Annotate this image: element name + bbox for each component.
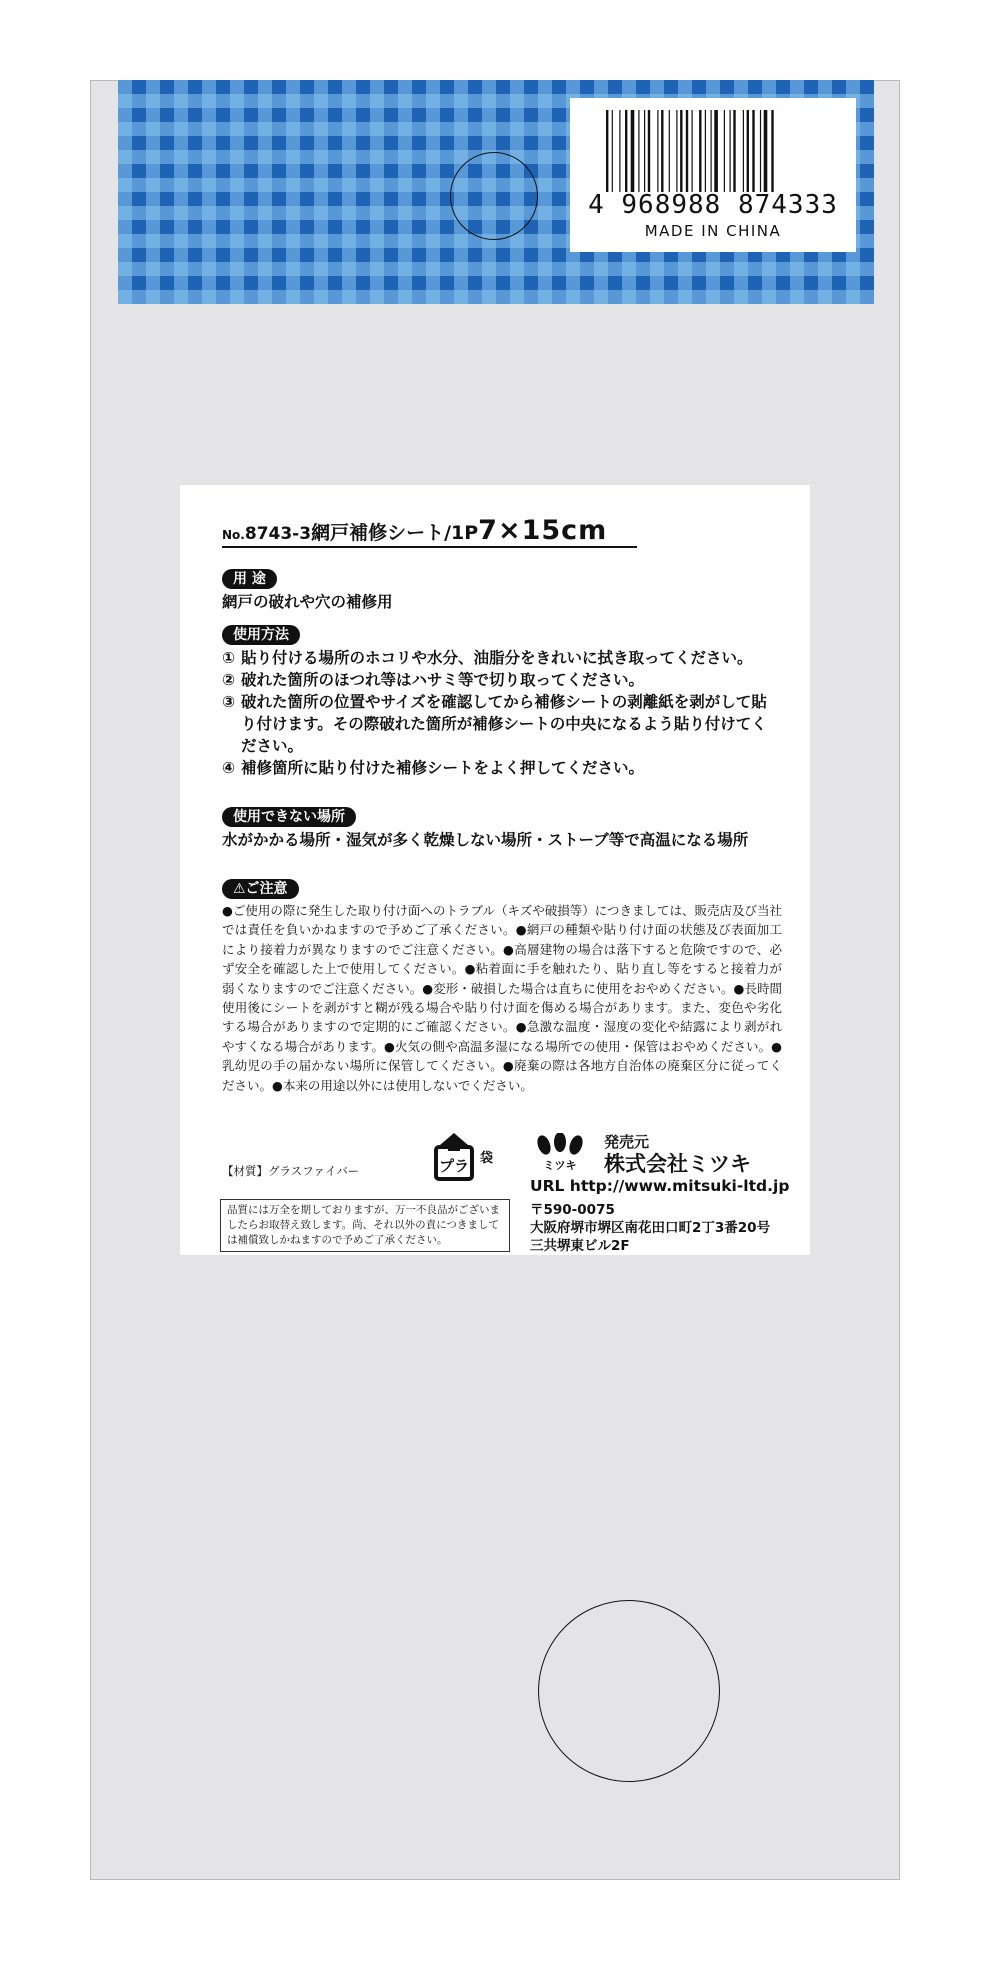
barcode-icon [604,110,824,192]
howto-step: ④ 補修箇所に貼り付けた補修シートをよく押してください。 [222,759,645,777]
unusable-heading: 使用できない場所 [222,807,356,827]
product-name: 網戸補修シート/1P [311,522,479,544]
address-line: 三共堺東ビル2F [530,1238,630,1254]
howto-steps [222,647,782,779]
title-no-prefix: No. [222,528,245,542]
unusable-text: 水がかかる場所・湿気が多く乾燥しない場所・ストーブ等で高温になる場所 [222,831,749,849]
mitsuki-logo-icon [530,1133,598,1173]
svg-text:ミツキ: ミツキ [543,1159,577,1172]
product-title [222,515,637,548]
item-number: 8743-3 [244,524,312,544]
product-size: 7×15cm [478,515,608,546]
hang-hole [450,152,538,240]
origin-label: MADE IN CHINA [644,222,782,240]
usage-heading: 用 途 [222,569,277,589]
howto-step: ① 貼り付ける場所のホコリや水分、油脂分をきれいに拭き取ってください。 [222,649,753,667]
maker-name: 株式会社ミツキ [604,1152,751,1176]
svg-text:プラ: プラ [438,1157,470,1175]
postal-code: 〒590-0075 [530,1202,615,1218]
caution-text: ●ご使用の際に発生した取り付け面へのトラブル（キズや破損等）につきましては、販売店及び当社では責任を負いかねますので予めご了承ください。●網戸の種類や貼り付け面の状態及び表面加工により接着力が異なりますのでご注意ください。●高層建物の場合は落下すると危険ですので、必ず安全を確認した上で使用してください。●粘着面に手を触れたり、貼り直し等をすると接着力が弱くなりますのでご注意ください。●変形・破損した場合は直ちに使用をおやめください。●長時間使用後にシートを剥がすと糊が残る場合や貼り付け面を傷める場合があります。また、変色や劣化する場合がありますので定期的にご確認ください。●急激な温度・湿度の変化や結露により剥がれやすくなる場合があります。●火気の側や高温多湿になる場所での使用・保管はおやめください。●乳幼児の手の届かない場所に保管してください。●廃棄の際は各地方自治体の廃棄区分に従ってください。●本来の用途以外には使用しないでください。 [222,903,782,1093]
barcode-number: 4 968988 874333 [588,190,838,220]
quality-notice: 品質には万全を期しておりますが、万一不良品がございましたらお取替え致します。尚、それ以外の責につきましては補償致しかねますので予めご了承ください。 [220,1199,510,1252]
maker-url: URL http://www.mitsuki-ltd.jp [530,1177,790,1195]
maker-address [530,1201,770,1255]
howto-heading: 使用方法 [222,625,300,645]
maker-role: 発売元 [604,1133,650,1151]
bottom-hole [538,1600,720,1782]
usage-text: 網戸の破れや穴の補修用 [222,593,393,611]
material-label: 【材質】グラスファイバー [222,1164,360,1178]
product-label [180,485,810,1255]
address-line: 大阪府堺市堺区南花田口町2丁3番20号 [530,1220,771,1236]
caution-heading: ⚠ご注意 [222,879,299,899]
plastic-recycle-icon [432,1131,476,1183]
howto-step: ② 破れた箇所のほつれ等はハサミ等で切り取ってください。 [222,671,645,689]
bag-label: 袋 [480,1151,494,1166]
barcode-panel [570,98,856,252]
howto-step: ③ 破れた箇所の位置やサイズを確認してから補修シートの剥離紙を剥がして貼り付けます。その際破れた箇所が補修シートの中央になるよう貼り付けてください。 [222,693,767,755]
